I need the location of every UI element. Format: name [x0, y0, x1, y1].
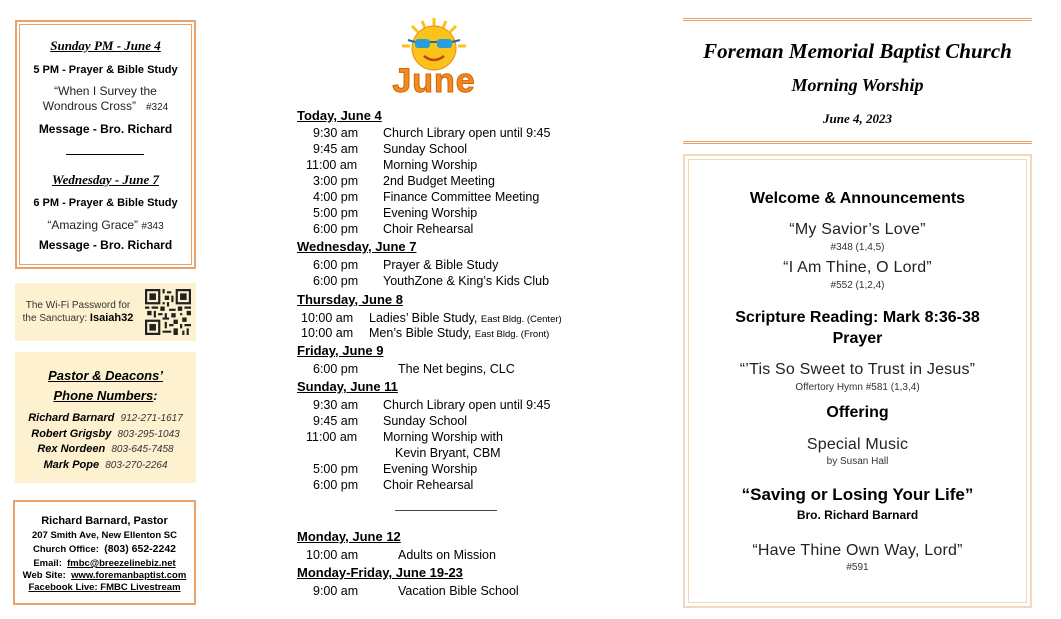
- welcome-heading: Welcome & Announcements: [749, 190, 966, 207]
- person-name: Rex Nordeen: [37, 443, 106, 455]
- sunday-pm-hymn-number: #324: [145, 102, 169, 113]
- sunday-pm-hymn-line1: “When I Survey the: [54, 84, 157, 98]
- event-time: 11:00 am: [306, 430, 358, 444]
- person-name: Mark Pope: [43, 459, 100, 471]
- wifi-password: Isaiah32: [89, 312, 134, 324]
- office-phone: (803) 652-2242: [104, 543, 177, 555]
- wifi-line1: The Wi-Fi Password for: [25, 300, 131, 311]
- day-heading-today: Today, June 4: [297, 108, 382, 123]
- offertory-hymn-title: “’Tis So Sweet to Trust in Jesus”: [739, 361, 976, 378]
- event-desc: Choir Rehearsal: [383, 478, 474, 492]
- divider-line: [66, 154, 144, 155]
- pastor-contact-box: [13, 500, 196, 605]
- person-phone: 803-295-1043: [117, 429, 180, 440]
- phone-title-colon: :: [153, 388, 158, 403]
- event-desc: Choir Rehearsal: [383, 222, 474, 236]
- event-desc: Finance Committee Meeting: [383, 190, 540, 204]
- website-link[interactable]: www.foremanbaptist.com: [71, 570, 187, 581]
- event-time: 6:00 pm: [313, 362, 359, 376]
- person-name: Robert Grigsby: [31, 428, 112, 440]
- office-label: Church Office:: [32, 544, 99, 555]
- qr-code-icon: [145, 289, 191, 335]
- event-location: East Bldg. (Front): [474, 329, 550, 340]
- hymn-number: #348 (1,4,5): [830, 242, 885, 253]
- evening-services-box: [15, 20, 196, 269]
- wifi-text: [19, 299, 137, 325]
- scripture-reading: Scripture Reading: Mark 8:36-38: [735, 309, 980, 326]
- day-heading-thursday: Thursday, June 8: [297, 292, 403, 307]
- event-desc: Vacation Bible School: [398, 584, 519, 598]
- bulletin-title-box: [683, 18, 1032, 144]
- phone-title-line2: [15, 388, 196, 403]
- church-address: 207 Smith Ave, New Ellenton SC: [31, 530, 177, 541]
- event-desc: 2nd Budget Meeting: [383, 174, 495, 188]
- wednesday-hymn: [17, 218, 194, 234]
- sunday-pm-time: 5 PM - Prayer & Bible Study: [33, 64, 178, 76]
- hymn-title: “I Am Thine, O Lord”: [783, 259, 932, 276]
- wifi-panel: [15, 283, 196, 341]
- event-time: 6:00 pm: [313, 478, 359, 492]
- event-desc: Prayer & Bible Study: [383, 258, 499, 272]
- offering-heading: Offering: [826, 404, 889, 421]
- sunday-pm-hymn: [17, 84, 194, 115]
- wifi-label: the Sanctuary:: [22, 313, 88, 324]
- phone-row: [15, 443, 196, 455]
- event-time: 9:30 am: [313, 126, 359, 140]
- event-desc: Kevin Bryant, CBM: [395, 446, 501, 460]
- church-email: [15, 558, 194, 569]
- event-time: 11:00 am: [306, 158, 358, 172]
- event-desc: [369, 311, 562, 325]
- event-desc: The Net begins, CLC: [398, 362, 515, 376]
- schedule-divider: [395, 510, 497, 511]
- special-music-performer: by Susan Hall: [826, 456, 889, 467]
- event-time: 6:00 pm: [313, 258, 359, 272]
- event-desc: Church Library open until 9:45: [383, 126, 551, 140]
- wednesday-heading: Wednesday - June 7: [51, 172, 159, 187]
- pastor-name: Richard Barnard, Pastor: [41, 515, 168, 527]
- phone-row: [15, 428, 196, 440]
- sunday-pm-message: Message - Bro. Richard: [38, 122, 173, 136]
- event-desc: YouthZone & King’s Kids Club: [383, 274, 550, 288]
- wednesday-message: Message - Bro. Richard: [38, 238, 173, 252]
- event-desc: [369, 326, 549, 340]
- wednesday-hymn-title: “Amazing Grace”: [47, 218, 139, 232]
- phone-title-line1: [15, 368, 196, 383]
- person-phone: 912-271-1617: [120, 413, 183, 424]
- event-time: 5:00 pm: [313, 462, 359, 476]
- day-heading-monday: Monday, June 12: [297, 529, 401, 544]
- web-label: Web Site:: [22, 570, 66, 581]
- phone-row: [15, 459, 196, 471]
- event-title: Ladies’ Bible Study,: [369, 311, 478, 325]
- event-desc: Sunday School: [383, 414, 468, 428]
- event-desc: Morning Worship: [383, 158, 478, 172]
- wednesday-time: 6 PM - Prayer & Bible Study: [33, 197, 178, 209]
- phone-title-text2: Phone Numbers: [53, 388, 154, 403]
- june-logo-text: June: [392, 62, 476, 96]
- prayer-heading: Prayer: [832, 330, 883, 347]
- church-website: [15, 570, 194, 581]
- special-music: Special Music: [806, 436, 909, 453]
- closing-hymn-number: #591: [846, 562, 869, 573]
- sunday-pm-hymn-title: Wondrous Cross”: [42, 99, 136, 113]
- event-time: 3:00 pm: [313, 174, 359, 188]
- phone-title-text1: Pastor & Deacons’: [48, 368, 163, 383]
- event-desc: Morning Worship with: [383, 430, 503, 444]
- event-desc: Sunday School: [383, 142, 468, 156]
- event-time: 10:00 am: [301, 326, 354, 340]
- facebook-live-link[interactable]: Facebook Live: FMBC Livestream: [28, 582, 181, 593]
- phone-row: [15, 412, 196, 424]
- event-time: 10:00 am: [301, 311, 354, 325]
- sunday-pm-hymn-line2: [17, 99, 194, 115]
- event-time: 9:00 am: [313, 584, 359, 598]
- sermon-title: “Saving or Losing Your Life”: [741, 485, 974, 504]
- day-heading-wednesday: Wednesday, June 7: [297, 239, 417, 254]
- email-link[interactable]: fmbc@breezelinebiz.net: [67, 558, 176, 569]
- day-heading-vbs: Monday-Friday, June 19-23: [297, 565, 463, 580]
- wifi-line2: [19, 312, 137, 325]
- event-desc: Church Library open until 9:45: [383, 398, 551, 412]
- june-sun-logo: [382, 18, 486, 96]
- day-heading-sunday: Sunday, June 11: [297, 379, 398, 394]
- event-time: 4:00 pm: [313, 190, 359, 204]
- hymn-number: #552 (1,2,4): [830, 280, 885, 291]
- sunday-pm-heading: Sunday PM - June 4: [50, 38, 161, 53]
- event-desc: Evening Worship: [383, 462, 478, 476]
- event-time: 10:00 am: [306, 548, 359, 562]
- phone-numbers-panel: [15, 352, 196, 483]
- wednesday-hymn-number: #343: [141, 221, 164, 232]
- event-time: 9:30 am: [313, 398, 359, 412]
- order-of-worship: [683, 154, 1032, 608]
- person-phone: 803-645-7458: [111, 444, 174, 455]
- event-time: 6:00 pm: [313, 222, 359, 236]
- service-date: June 4, 2023: [823, 111, 892, 126]
- church-office: [15, 543, 194, 555]
- day-heading-friday: Friday, June 9: [297, 343, 384, 358]
- offertory-hymn-number: Offertory Hymn #581 (1,3,4): [795, 382, 920, 393]
- event-time: 9:45 am: [313, 414, 359, 428]
- person-name: Richard Barnard: [28, 412, 115, 424]
- service-name: Morning Worship: [791, 75, 924, 95]
- hymn-title: “My Savior’s Love”: [789, 221, 926, 238]
- email-label: Email:: [33, 558, 62, 569]
- event-time: 9:45 am: [313, 142, 359, 156]
- closing-hymn-title: “Have Thine Own Way, Lord”: [752, 542, 963, 559]
- person-phone: 803-270-2264: [105, 460, 168, 471]
- event-time: 6:00 pm: [313, 274, 359, 288]
- event-desc: Evening Worship: [383, 206, 478, 220]
- event-title: Men’s Bible Study,: [369, 326, 472, 340]
- church-name: Foreman Memorial Baptist Church: [703, 39, 1012, 63]
- preacher-name: Bro. Richard Barnard: [796, 508, 919, 522]
- event-time: 5:00 pm: [313, 206, 359, 220]
- event-desc: Adults on Mission: [398, 548, 496, 562]
- event-location: East Bldg. (Center): [480, 314, 562, 325]
